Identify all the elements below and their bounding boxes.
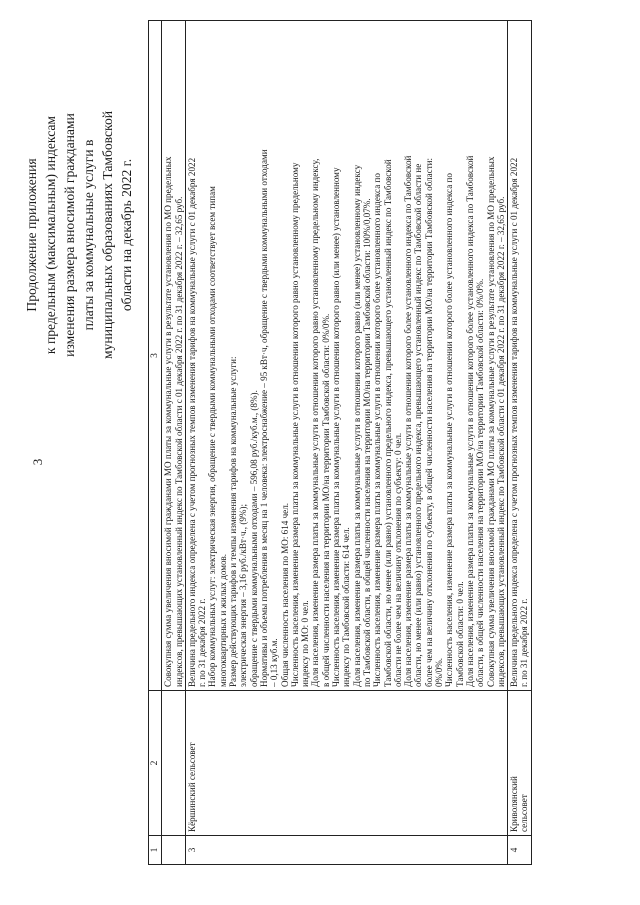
cell-text — [185, 21, 507, 691]
col-header-2: 2 — [149, 691, 162, 836]
col-header-1: 1 — [149, 836, 162, 865]
text-line: Тамбовской области: 0 чел. — [454, 581, 465, 687]
cell-text — [162, 21, 186, 691]
table-header-row — [149, 21, 162, 865]
text-line: области, но менее (или равно) установленного предельного индекса, превышающего установленный индекс по Тамбовской области не — [413, 163, 424, 687]
text-line: Нормативы и объемы потребления в месяц на 1 человека: электроснабжение – 95 кВт·ч, обращение с твердыми коммунальными отходами — [258, 149, 269, 687]
text-line: Общая численность населения по МО: 614 чел. — [279, 502, 290, 687]
text-line: Доля населения, изменение размера платы за коммунальные услуги в отношении которого равно установленному предельному индексу, — [310, 158, 321, 687]
heading-line: платы за коммунальные услуги в — [81, 139, 96, 331]
appendix-heading — [22, 85, 136, 385]
text-line: г. по 31 декабря 2022 г. — [519, 598, 530, 687]
text-line: г. по 31 декабря 2022 г. — [197, 598, 208, 687]
text-line: Размер действующих тарифов и темпы изменения тарифов на коммунальные услуги: — [228, 356, 239, 687]
table-row — [508, 21, 532, 865]
text-line: Численность населения, изменение размера платы за коммунальные услуги в отношении которого более установленного индекса по — [372, 173, 383, 687]
text-line: Доля населения, изменение размера платы за коммунальные услуги в отношении которого более установленного индекса по Тамбовской — [464, 155, 475, 687]
text-line: Численность населения, изменение размера платы за коммунальные услуги в отношении которого равно (или менее) установленному — [331, 167, 342, 687]
municipality-name: Кёршинский сельсовет — [185, 691, 507, 836]
text-line: многоквартирных и жилых домов. — [217, 553, 228, 687]
text-line: области, в общей численности населения на территории МО/на территории Тамбовской области: 0%/0%. — [475, 278, 486, 687]
text-line: Численность населения, изменение размера платы за коммунальные услуги в отношении которого равно установленному предельному — [289, 162, 300, 687]
table-row-continuation — [162, 21, 186, 865]
page-number: 3 — [30, 458, 45, 466]
indices-table — [148, 20, 532, 865]
row-number: 4 — [508, 836, 532, 865]
heading-line: муниципальных образованиях Тамбовской — [100, 110, 115, 360]
heading-line: изменения размера вносимой гражданами — [62, 113, 77, 357]
text-line: Доля населения, изменение размера платы за коммунальные услуги в отношении которого более установленного индекса по Тамбовской — [403, 155, 414, 687]
text-line: Доля населения, изменение размера платы за коммунальные услуги в отношении которого равно (или менее) установленному индексу — [351, 164, 362, 687]
text-line: электрическая энергия – 3,16 руб./кВт·ч., (9%); — [238, 503, 249, 687]
text-line: обращение с твердыми коммунальными отходами – 596,08 руб./куб.м., (8%). — [248, 390, 259, 687]
text-line: Численность населения, изменение размера платы за коммунальные услуги в отношении которого более установленного индекса по — [444, 173, 455, 687]
text-line: – 0,13 куб.м. — [269, 638, 280, 687]
municipality-name — [508, 691, 532, 836]
text-line: Тамбовской области, но менее (или равно) установленного предельного индекса, превышающего установленный индекс по Тамбовской — [382, 159, 393, 687]
name-line: Криволянский — [509, 776, 520, 832]
text-line: Величина предельного индекса определена с учетом прогнозных темпов изменения тарифов на коммунальные услуги с 01 декабря 2022 — [186, 157, 197, 687]
text-line: индексов, превышающих установленный индекс по Тамбовской области с 01 декабря 2022 г. по 31 декабря 2022 г. – 32,65 руб. — [495, 196, 506, 687]
text-line: Величина предельного индекса определена с учетом прогнозных темпов изменения тарифов на коммунальные услуги с 01 декабря 2022 — [509, 157, 520, 687]
text-line: в общей численности населения на территории МО/на территории Тамбовской области: 0%/0%. — [320, 313, 331, 687]
text-line: индексов, превышающих установленный индекс по Тамбовской области с 01 декабря 2022 г. по 31 декабря 2022 г. – 32,65 руб. — [173, 196, 184, 687]
col-header-3: 3 — [149, 21, 162, 691]
text-line: более чем на величину отклонения по субъекту, в общей численности населения на территории МО/на территории Тамбовской области: — [423, 157, 434, 687]
row-number: 3 — [185, 836, 507, 865]
heading-line: Продолжение приложения — [24, 158, 39, 312]
heading-line: области на декабрь 2022 г. — [119, 158, 134, 312]
text-line: по Тамбовской области, в общей численности населения на территории МО/на территории Тамбовской области: 100%/0,07%. — [361, 198, 372, 687]
text-line: Набор коммунальных услуг: электрическая энергия, обращение с твердыми коммунальными отходами соответствует всем типам — [207, 186, 218, 687]
text-line: 0%/0%. — [434, 657, 445, 687]
text-line: Совокупная сумма увеличения вносимой гражданами МО платы за коммунальные услуги в результате установления по МО предельных — [485, 156, 496, 687]
text-line: области не более чем на величину отклонения по субъекту: 0 чел. — [392, 432, 403, 687]
text-line: индексу по Тамбовской области: 614 чел. — [341, 527, 352, 687]
text-line: Совокупная сумма увеличения вносимой гражданами МО платы за коммунальные услуги в результате установления по МО предельных — [163, 156, 174, 687]
name-line: сельсовет — [519, 794, 530, 832]
cell-text — [508, 21, 532, 691]
heading-line: к предельным (максимальным) индексам — [43, 115, 58, 355]
table-row — [185, 21, 507, 865]
text-line: индексу по МО: 0 чел. — [300, 600, 311, 687]
